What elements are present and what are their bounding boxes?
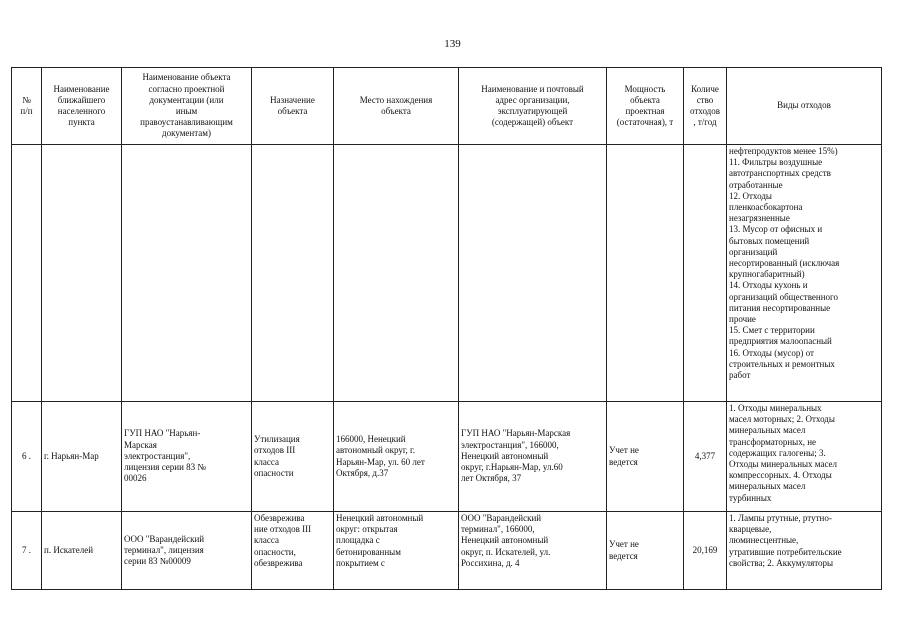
page-number: 139	[444, 38, 461, 50]
cell-empty	[684, 145, 727, 402]
cell-waste-types: 1. Лампы ртутные, ртутно- кварцевые, люминесцентные, утратившие потребительские свойства; 2. Аккумуляторы	[729, 513, 842, 568]
header-capacity: Мощность объекта проектная (остаточная), т	[607, 68, 684, 145]
table-row-continuation	[12, 145, 882, 402]
cell-empty	[459, 145, 607, 402]
header-quantity: Количе ство отходов , т/год	[684, 68, 727, 145]
cell-object-name: ГУП НАО "Нарьян- Марская электростанция", лицензия серии 83 № 00026	[122, 402, 252, 512]
cell-empty	[122, 145, 252, 402]
cell-location-wrap	[334, 512, 459, 590]
cell-empty	[42, 145, 122, 402]
cell-settlement: п. Искателей	[42, 512, 122, 590]
table-header-row	[12, 68, 882, 145]
header-object-name: Наименование объекта согласно проектной документации (или иным правоустанавливающим документам)	[122, 68, 252, 145]
cell-quantity: 20,169	[684, 512, 727, 590]
cell-empty	[334, 145, 459, 402]
header-purpose: Назначение объекта	[252, 68, 334, 145]
cell-waste-types-wrap	[727, 512, 882, 590]
cell-location: Ненецкий автономный округ: открытая площадка с бетонированным покрытием с	[336, 513, 424, 568]
cell-empty	[12, 145, 42, 402]
header-operator: Наименование и почтовый адрес организации, эксплуатирующей (содержащей) объект	[459, 68, 607, 145]
cell-purpose: Обезврежива ние отходов III класса опасности, обезврежива	[254, 513, 312, 568]
cell-waste-types: 1. Отходы минеральных масел моторных; 2. Отходы минеральных масел трансформаторных, не содержащих галогены; 3. Отходы минеральных масел компрессорных. 4. Отходы минеральных масел турбинных	[727, 402, 882, 512]
header-num: № п/п	[12, 68, 42, 145]
cell-waste-types-continued: нефтепродуктов менее 15%) 11. Фильтры воздушные автотранспортных средств отработанные 12. Отходы пленкоасбокартона незагрязненные 13. Мусор от офисных и бытовых помещений организаций несортированный (исключая крупногабаритный) 14. Отходы кухонь и организаций общественного питания несортированные прочие 15. Смет с территории предприятия малоопасный 16. Отходы (мусор) от строительных и ремонтных работ	[727, 145, 882, 402]
waste-objects-table	[11, 67, 882, 590]
cell-object-name: ООО "Варандейский терминал", лицензия серии 83 №00009	[122, 512, 252, 590]
header-waste-types: Виды отходов	[727, 68, 882, 145]
table-row	[12, 402, 882, 512]
cell-capacity: Учет не ведется	[607, 512, 684, 590]
cell-empty	[252, 145, 334, 402]
cell-purpose-wrap	[252, 512, 334, 590]
header-settlement: Наименование ближайшего населенного пункта	[42, 68, 122, 145]
cell-settlement: г. Нарьян-Мар	[42, 402, 122, 512]
table-row	[12, 512, 882, 590]
cell-operator: ГУП НАО "Нарьян-Марская электростанция", 166000, Ненецкий автономный округ, г.Нарьян-Мар, ул.60 лет Октября, 37	[459, 402, 607, 512]
cell-num: 7 .	[12, 512, 42, 590]
cell-capacity: Учет не ведется	[607, 402, 684, 512]
cell-num: 6 .	[12, 402, 42, 512]
cell-quantity: 4,377	[684, 402, 727, 512]
header-location: Место нахождения объекта	[334, 68, 459, 145]
cell-operator: ООО "Варандейский терминал", 166000, Ненецкий автономный округ, п. Искателей, ул. Россихина, д. 4	[459, 512, 607, 590]
cell-purpose: Утилизация отходов III класса опасности	[252, 402, 334, 512]
cell-empty	[607, 145, 684, 402]
cell-location: 166000, Ненецкий автономный округ, г. Нарьян-Мар, ул. 60 лет Октября, д.37	[334, 402, 459, 512]
